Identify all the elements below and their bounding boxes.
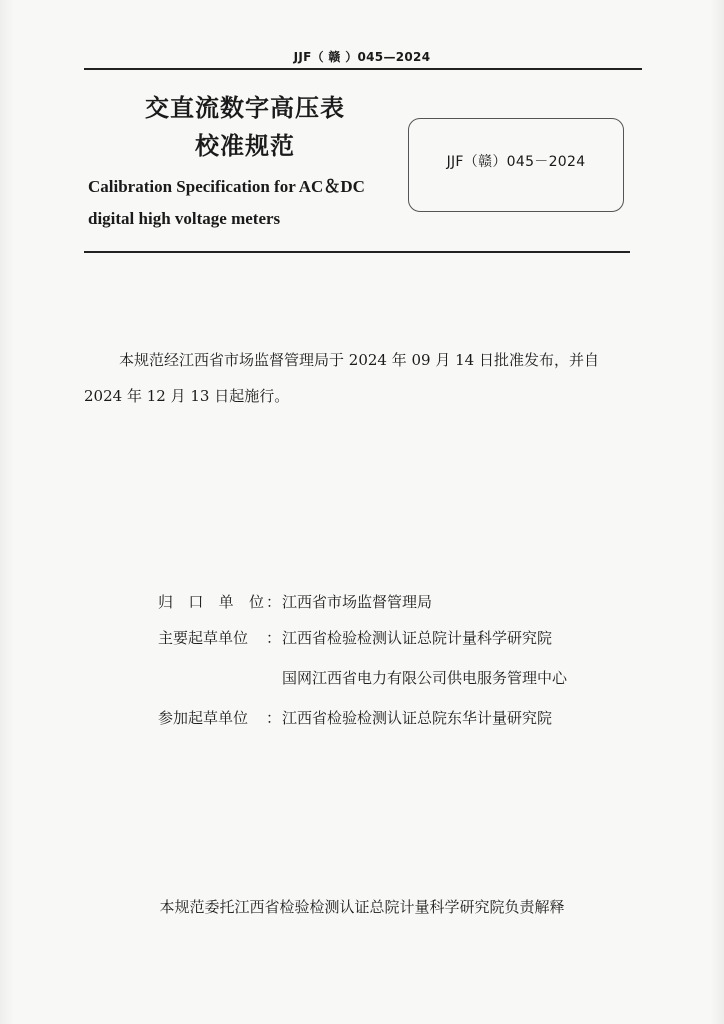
colon: ： (266, 593, 282, 611)
code-box-text: JJF（赣）045－2024 (446, 154, 586, 170)
approval-line-2: 2024 年 12 月 13 日起施行。 (84, 387, 290, 405)
value-centralized-unit: 江西省市场监督管理局 (282, 593, 433, 611)
value-main-drafting-unit-1: 江西省检验检测认证总院计量科学研究院 (282, 629, 553, 647)
title-chinese-line-1: 交直流数字高压表 (145, 94, 345, 122)
approval-line-1: 本规范经江西省市场监督管理局于 2024 年 09 月 14 日批准发布，并自 (119, 351, 599, 369)
value-participating-drafting-unit: 江西省检验检测认证总院东华计量研究院 (282, 709, 553, 727)
value-main-drafting-unit-2: 国网江西省电力有限公司供电服务管理中心 (282, 669, 568, 687)
code-box (408, 118, 624, 212)
label-centralized-unit (158, 591, 264, 612)
label-char: 口 (188, 593, 204, 611)
title-english-line-1: Calibration Specification for AC＆DC (88, 177, 365, 196)
label-char: 位 (248, 593, 264, 611)
title-rule (84, 251, 630, 253)
label-participating-drafting-unit: 参加起草单位 (158, 709, 249, 727)
header-rule (84, 68, 642, 70)
header-code: JJF（ 赣 ）045—2024 (293, 50, 431, 64)
interpretation-note: 本规范委托江西省检验检测认证总院计量科学研究院负责解释 (159, 898, 565, 916)
title-english-line-2: digital high voltage meters (88, 209, 281, 228)
label-main-drafting-unit: 主要起草单位 (158, 629, 249, 647)
label-char: 单 (218, 593, 234, 611)
label-char: 归 (158, 593, 174, 611)
colon: ： (266, 629, 282, 647)
title-chinese-line-2: 校准规范 (195, 132, 295, 160)
colon: ： (266, 709, 282, 727)
